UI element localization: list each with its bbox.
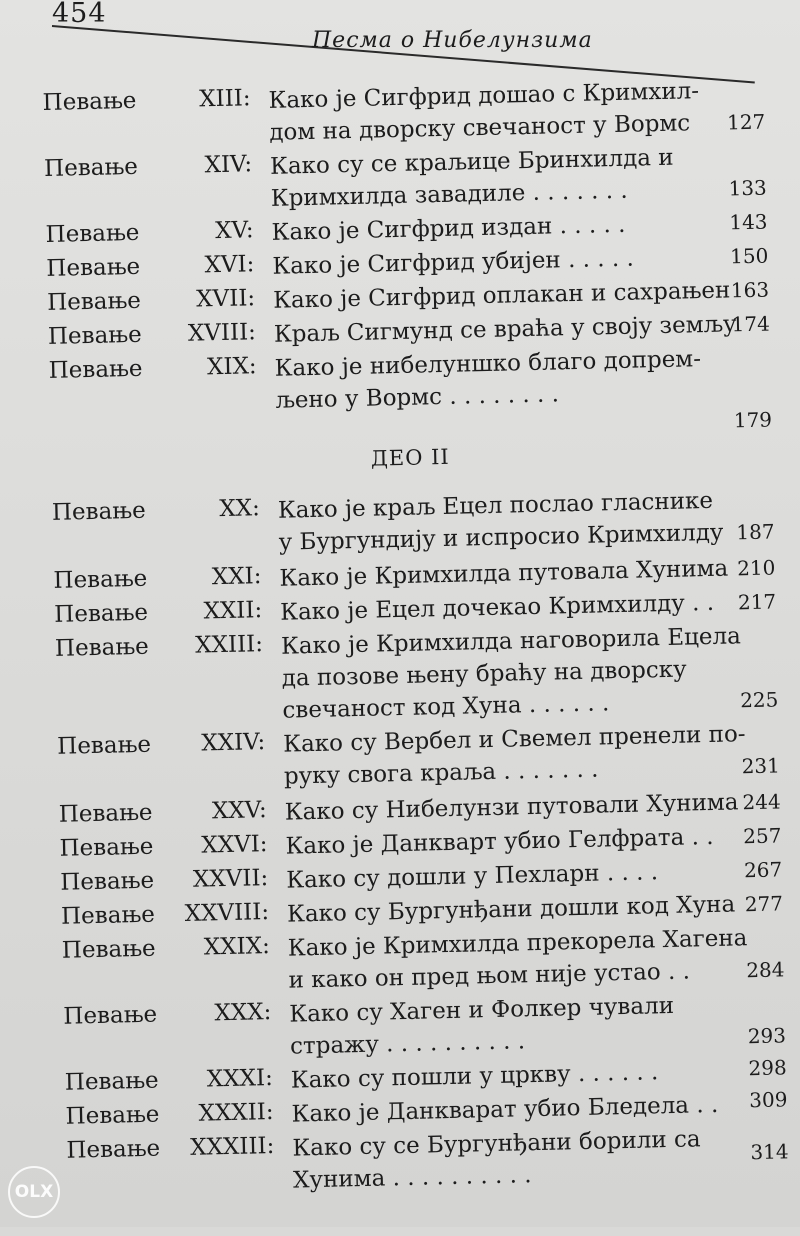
entry-page: 179 xyxy=(733,407,773,433)
entry-numeral: XXV: xyxy=(211,797,268,825)
entry-title-line: дом на дворску свечаност у Вормс xyxy=(269,110,691,146)
entry-title-line: стражу . . . . . . . . . . xyxy=(289,1028,526,1060)
entry-numeral: XVII: xyxy=(195,285,256,313)
entry-numeral: XIV: xyxy=(204,151,253,179)
entry-label: Певање xyxy=(51,497,146,526)
entry-page: 231 xyxy=(741,753,781,779)
entry-numeral: XV: xyxy=(214,217,254,245)
entry-numeral: XXXI: xyxy=(206,1065,274,1093)
entry-title-line: Како је Кримхилда путовала Хунима xyxy=(279,555,729,592)
entry-label: Певање xyxy=(64,1067,159,1096)
entry-page: 174 xyxy=(731,311,771,337)
entry-numeral: XX: xyxy=(219,495,261,523)
entry-title xyxy=(268,75,700,149)
entry-title-line: Како су пошли у цркву . . . . . . xyxy=(290,1059,659,1094)
entry-label: Певање xyxy=(53,599,149,628)
entry-page: 284 xyxy=(746,957,785,983)
entry-numeral: XXVI: xyxy=(201,831,268,859)
entry-numeral: XXIII: xyxy=(194,631,264,659)
running-title: Песма о Нибелунзима xyxy=(312,28,593,53)
part-heading: ДЕО II xyxy=(370,444,450,471)
entry-title-line: у Бургундију и испросио Кримхилду xyxy=(278,519,724,556)
entry-title xyxy=(292,1123,713,1197)
entry-label: Певање xyxy=(66,1135,161,1164)
entry-numeral: XIII: xyxy=(198,85,251,113)
entry-page: 257 xyxy=(742,823,782,849)
entry-numeral: XXX: xyxy=(214,999,272,1027)
entry-title-line: свечаност код Хуна . . . . . . xyxy=(282,690,610,724)
entry-page: 267 xyxy=(743,857,783,883)
entry-label: Певање xyxy=(48,355,143,384)
entry-title-line: Како су се краљице Бринхилда и xyxy=(269,144,674,180)
entry-title-line: да позове њену браћу на дворску xyxy=(281,656,687,692)
entry-numeral: XXII: xyxy=(203,597,263,625)
entry-title-line: Како је Сигфрид дошао с Кримхил- xyxy=(268,78,700,114)
entry-numeral: XVI: xyxy=(204,251,255,279)
entry-page: 217 xyxy=(737,589,777,615)
entry-page: 293 xyxy=(747,1023,787,1049)
entry-label: Певање xyxy=(54,633,150,662)
entry-label: Певање xyxy=(45,219,140,248)
entry-title-line: руку свога краља . . . . . . . xyxy=(283,756,599,790)
entry-label: Певање xyxy=(53,565,148,594)
entry-page: 150 xyxy=(729,243,769,269)
entry-label: Певање xyxy=(58,799,153,828)
entry-page: 225 xyxy=(739,687,779,713)
entry-title-line: Кримхилда завадиле . . . . . . . xyxy=(270,177,628,212)
entry-label: Певање xyxy=(47,321,142,350)
entry-page: 314 xyxy=(750,1139,789,1165)
entry-label: Певање xyxy=(56,731,152,760)
entry-title-line: и како он пред њом није устао . . xyxy=(288,958,691,994)
entry-page: 298 xyxy=(748,1055,787,1081)
entry-title xyxy=(287,923,748,997)
entry-title-line: Како су Вербел и Свемел пренели по- xyxy=(282,721,746,758)
entry-title xyxy=(274,343,702,417)
entry-title-line: Како су дошли у Пехларн . . . . xyxy=(286,859,659,894)
entry-page: 210 xyxy=(736,555,776,581)
entry-title-line: Како је Данкварт убио Гелфрата . . xyxy=(285,823,714,860)
entry-title xyxy=(282,719,746,793)
entry-title-line: Како су Хаген и Фолкер чували xyxy=(289,992,675,1028)
entry-title-line: Како су Нибелунзи путовали Хунима xyxy=(284,789,739,826)
entry-numeral: XXIV: xyxy=(201,729,266,757)
entry-title-line: Како је Сигфрид оплакан и сахрањен xyxy=(272,277,731,314)
entry-label: Певање xyxy=(59,833,154,862)
entry-title-line: Краљ Сигмунд се враћа у своју земљу xyxy=(273,311,737,348)
entry-numeral: XXVIII: xyxy=(184,899,270,927)
entry-label: Певање xyxy=(46,253,141,282)
entry-label: Певање xyxy=(63,1001,158,1030)
toc-entry xyxy=(0,483,797,556)
entry-title xyxy=(280,621,742,727)
page-number: 454 xyxy=(52,0,107,29)
entry-title-line: Како је Кримхилда прекорела Хагена xyxy=(287,925,748,962)
entry-page: 244 xyxy=(742,789,781,815)
entry-title-line: Како је краљ Ецел послао гласнике xyxy=(277,487,714,524)
entry-title-line: љено у Вормс . . . . . . . . xyxy=(275,381,560,414)
entry-numeral: XXXIII: xyxy=(189,1132,275,1161)
entry-title-line: Како је Кримхилда наговорила Ецела xyxy=(280,623,742,660)
entry-label: Певање xyxy=(61,935,156,964)
toc-entry xyxy=(0,73,788,146)
entry-title xyxy=(289,989,710,1063)
entry-numeral: XXIX: xyxy=(203,933,271,961)
entry-label: Певање xyxy=(43,153,139,182)
entry-page: 143 xyxy=(729,209,768,235)
entry-page: 163 xyxy=(730,277,770,303)
entry-label: Певање xyxy=(65,1101,160,1130)
entry-label: Певање xyxy=(42,87,137,116)
entry-page: 277 xyxy=(744,891,784,917)
entry-title xyxy=(277,485,724,559)
entry-numeral: XXI: xyxy=(211,563,262,591)
entry-page: 133 xyxy=(728,175,768,201)
entry-page: 187 xyxy=(736,519,775,545)
entry-title-line: Како је Ецел дочекао Кримхилду . . xyxy=(279,589,715,626)
entry-page: 127 xyxy=(726,109,766,135)
entry-label: Певање xyxy=(60,901,156,930)
entry-title-line: Како је нибелуншко благо допрем- xyxy=(274,346,702,382)
entry-numeral: XXVII: xyxy=(192,865,269,893)
entry-title-line: Како је Сигфрид убијен . . . . . xyxy=(272,245,635,280)
entry-title-line: Како су Бургунђани дошли код Хуна xyxy=(286,891,736,928)
entry-label: Певање xyxy=(60,867,155,896)
entry-title xyxy=(270,141,691,215)
entry-page: 309 xyxy=(748,1087,788,1113)
entry-label: Певање xyxy=(46,287,142,316)
entry-numeral: XIX: xyxy=(206,353,257,381)
entry-title-line: Како је Сигфрид издан . . . . . xyxy=(271,211,626,246)
entry-title-line: Како је Данкварат убио Бледела . . xyxy=(291,1091,719,1128)
entry-title-line: Како су се Бургунђани борили са xyxy=(292,1126,701,1162)
watermark-logo: OLX xyxy=(8,1166,60,1218)
entry-numeral: XVIII: xyxy=(187,319,257,347)
entry-numeral: XXXII: xyxy=(198,1099,274,1127)
entry-title-line: Хунима . . . . . . . . . . xyxy=(292,1162,532,1194)
